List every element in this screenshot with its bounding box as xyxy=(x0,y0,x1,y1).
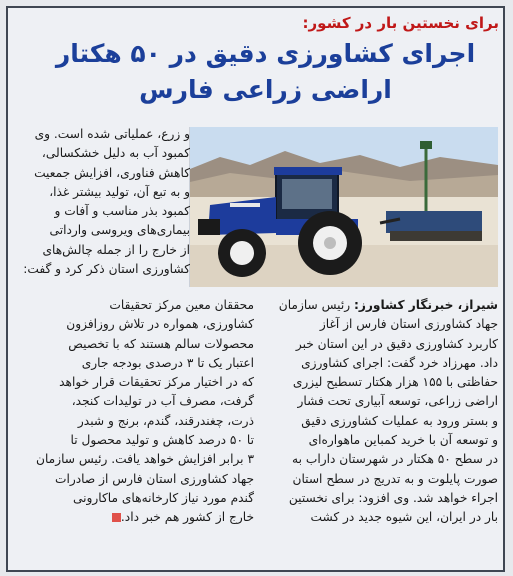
text-line: داد. مهرزاد خرد گفت: اجرای کشاورزی xyxy=(301,355,498,370)
tractor-photo xyxy=(189,127,498,287)
byline-line xyxy=(262,296,498,315)
left-column-bottom xyxy=(10,296,254,528)
left-column-top xyxy=(10,125,190,279)
article-kicker: برای نخستین بار در کشور: xyxy=(302,14,499,32)
text-line: کاهش فناوری، افزایش جمعیت xyxy=(34,165,190,180)
text-line: و زرع، عملیاتی شده است. وی xyxy=(34,127,190,141)
text-line: کمبود بذر مناسب و آفات و xyxy=(54,204,190,219)
article-headline xyxy=(40,36,491,108)
text-line: کاربرد کشاورزی دقیق در این استان خبر xyxy=(295,336,498,351)
text-line: جهاد کشاورزی استان فارس از آغاز xyxy=(319,317,498,332)
headline-line-2: اراضی زراعی فارس xyxy=(139,75,392,104)
text-line: اجراء خواهد شد. وی افزود: برای نخستین xyxy=(288,490,498,505)
text-line: و به تبع آن، تولید بیشتر غذا، xyxy=(49,184,190,199)
text-line: جهاد کشاورزی استان فارس از صادرات xyxy=(55,471,254,486)
text-line: که در اختیار مرکز تحقیقات قرار خواهد xyxy=(59,375,254,390)
text-line: حفاظتی با ۱۵۵ هزار هکتار تسطیح لیزری xyxy=(292,375,498,390)
text-line: کشاورزی استان ذکر کرد و گفت: xyxy=(23,262,190,277)
byline-rest: رئیس سازمان xyxy=(278,298,354,312)
text-line: گرفت، مصرف آب در تولیدات کنجد، xyxy=(71,394,254,409)
final-text: خارج از کشور هم خبر داد. xyxy=(120,510,254,525)
text-line: بیماری‌های ویروسی وارداتی xyxy=(49,223,190,238)
right-column xyxy=(262,296,498,528)
text-line: صورت پایلوت و به تدریج در سطح استان xyxy=(292,471,498,486)
text-line: محققان معین مرکز تحقیقات xyxy=(109,298,254,312)
text-line: کشاورزی، همواره در تلاش روزافزون xyxy=(66,317,254,332)
text-line: اعتبار یک تا ۳ درصدی بودجه جاری xyxy=(81,355,254,370)
final-text-line xyxy=(10,508,254,527)
text-line: از خارج را از جمله چالش‌های xyxy=(42,242,190,257)
text-line: در سطح ۵۰ هکتار در شهرستان داراب به xyxy=(292,452,498,467)
text-line: کمبود آب به دلیل خشکسالی، xyxy=(41,146,190,161)
byline: شیراز، خبرنگار کشاورز: xyxy=(354,298,498,312)
text-line: و توسعه آن با خرید کمباین ماهواره‌ای xyxy=(308,433,498,448)
text-line: و بستر ورود به عملیات کشاورزی دقیق xyxy=(301,413,498,428)
text-line: محصولات سالم هستند که با تخصیص xyxy=(68,336,254,351)
text-line: تا ۵۰ درصد کاهش و تولید محصول تا xyxy=(70,433,254,448)
text-line: اراضی زراعی، توسعه آبیاری تحت فشار xyxy=(297,394,498,409)
end-mark-icon xyxy=(112,513,121,522)
text-line: ۳ برابر افزایش خواهد یافت. رئیس سازمان xyxy=(36,452,254,467)
text-line: گندم مورد نیاز کارخانه‌های ماکارونی xyxy=(72,490,254,505)
headline-line-1: اجرای کشاورزی دقیق در ۵۰ هکتار xyxy=(55,39,476,68)
text-line: بار در ایران، این شیوه جدید در کشت xyxy=(310,510,498,525)
tractor-illustration xyxy=(190,127,498,287)
text-line: ذرت، چغندرقند، گندم، برنج و شبدر xyxy=(77,413,254,428)
